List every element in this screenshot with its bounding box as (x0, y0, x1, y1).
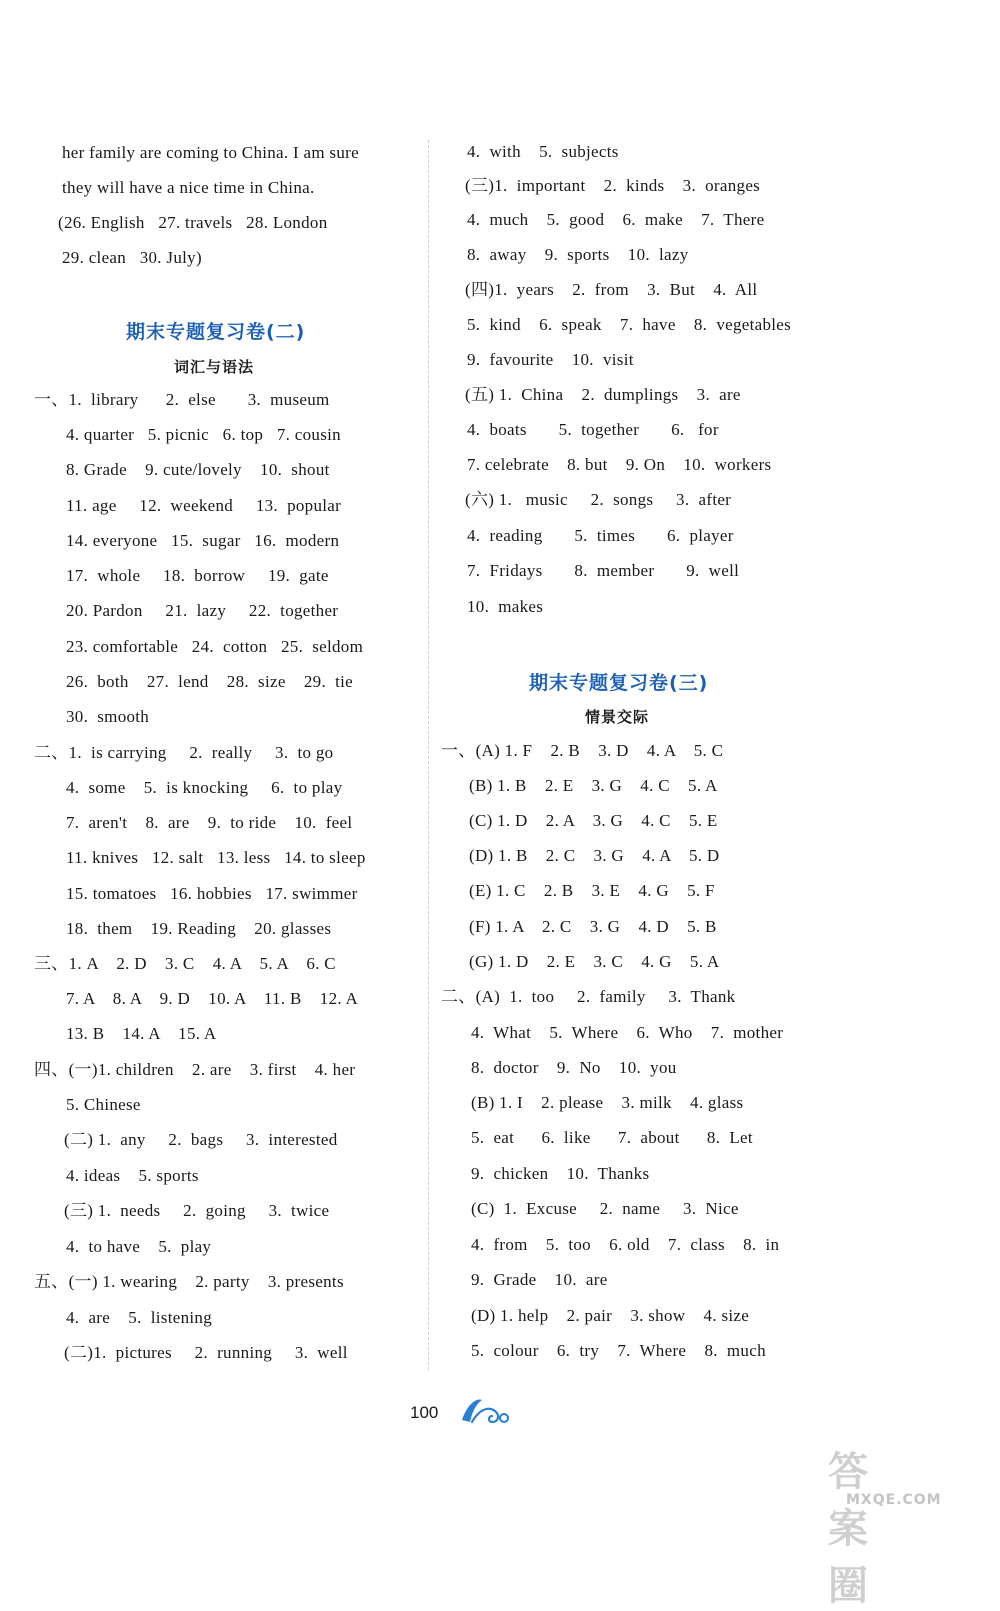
answer-line: 5. eat 6. like 7. about 8. Let (471, 1128, 753, 1147)
watermark-logo-icon: 答案圈 (828, 1449, 870, 1609)
answer-line: (二) 1. any 2. bags 3. interested (64, 1130, 338, 1149)
answer-line: 4. ideas 5. sports (66, 1166, 199, 1185)
answer-line: 4. from 5. too 6. old 7. class 8. in (471, 1235, 780, 1254)
answer-line: 4. with 5. subjects (467, 142, 619, 161)
answer-line: 4. reading 5. times 6. player (467, 526, 734, 545)
answer-line: (B) 1. B 2. E 3. G 4. C 5. A (469, 776, 718, 795)
section-subtitle: 词汇与语法 (174, 358, 255, 376)
answer-line: 五、(一) 1. wearing 2. party 3. presents (34, 1272, 344, 1291)
page-number: 100 (410, 1403, 439, 1422)
answer-line: they will have a nice time in China. (62, 178, 315, 197)
answer-line: (E) 1. C 2. B 3. E 4. G 5. F (469, 881, 715, 900)
answer-line: 二、(A) 1. too 2. family 3. Thank (441, 987, 736, 1006)
answer-line: 8. doctor 9. No 10. you (471, 1058, 677, 1077)
answer-line: (D) 1. B 2. C 3. G 4. A 5. D (469, 846, 720, 865)
answer-line: (二)1. pictures 2. running 3. well (64, 1343, 348, 1362)
answer-line: 14. everyone 15. sugar 16. modern (66, 531, 340, 550)
answer-line: 9. Grade 10. are (471, 1270, 608, 1289)
section-subtitle: 情景交际 (585, 708, 650, 726)
answer-line: 4. to have 5. play (66, 1237, 212, 1256)
answer-line: 5. Chinese (66, 1095, 141, 1114)
answer-line: (三)1. important 2. kinds 3. oranges (465, 176, 761, 195)
answer-line: (C) 1. D 2. A 3. G 4. C 5. E (469, 811, 718, 830)
answer-line: 7. Fridays 8. member 9. well (467, 561, 740, 580)
answer-line: 4. boats 5. together 6. for (467, 420, 719, 439)
answer-line: 4. quarter 5. picnic 6. top 7. cousin (66, 425, 341, 444)
answer-line: 5. colour 6. try 7. Where 8. much (471, 1341, 766, 1360)
answer-line: 13. B 14. A 15. A (66, 1024, 217, 1043)
answer-line: 29. clean 30. July) (62, 248, 202, 267)
answer-line: (五) 1. China 2. dumplings 3. are (465, 385, 741, 404)
answer-line: (C) 1. Excuse 2. name 3. Nice (471, 1199, 739, 1218)
section-title: 期末专题复习卷(二) (126, 321, 306, 343)
swirl-leaf-icon (458, 1396, 514, 1431)
answer-line: 18. them 19. Reading 20. glasses (66, 919, 332, 938)
answer-line: 9. favourite 10. visit (467, 350, 634, 369)
answer-line: (四)1. years 2. from 3. But 4. All (465, 280, 758, 299)
answer-line: 4. some 5. is knocking 6. to play (66, 778, 343, 797)
section-title: 期末专题复习卷(三) (529, 672, 709, 694)
answer-line: 一、(A) 1. F 2. B 3. D 4. A 5. C (441, 741, 724, 760)
answer-line: (26. English 27. travels 28. London (58, 213, 328, 232)
answer-line: 7. aren't 8. are 9. to ride 10. feel (66, 813, 353, 832)
answer-line: 8. Grade 9. cute/lovely 10. shout (66, 460, 330, 479)
answer-line: 11. age 12. weekend 13. popular (66, 496, 342, 515)
answer-line: 23. comfortable 24. cotton 25. seldom (66, 637, 364, 656)
answer-line: 二、1. is carrying 2. really 3. to go (34, 743, 334, 762)
watermark-url: MXQE.COM (846, 1492, 942, 1508)
answer-line: (G) 1. D 2. E 3. C 4. G 5. A (469, 952, 720, 971)
answer-line: 三、1. A 2. D 3. C 4. A 5. A 6. C (34, 954, 336, 973)
answer-line: 5. kind 6. speak 7. have 8. vegetables (467, 315, 792, 334)
answer-line: 8. away 9. sports 10. lazy (467, 245, 689, 264)
answer-line: 7. celebrate 8. but 9. On 10. workers (467, 455, 772, 474)
answer-line: 17. whole 18. borrow 19. gate (66, 566, 329, 585)
column-divider (428, 140, 429, 1370)
answer-line: 10. makes (467, 597, 544, 616)
answer-line: (六) 1. music 2. songs 3. after (465, 490, 732, 509)
answer-line: 4. are 5. listening (66, 1308, 213, 1327)
answer-line: 15. tomatoes 16. hobbies 17. swimmer (66, 884, 358, 903)
answer-line: 30. smooth (66, 707, 150, 726)
answer-line: 7. A 8. A 9. D 10. A 11. B 12. A (66, 989, 359, 1008)
answer-line: 9. chicken 10. Thanks (471, 1164, 650, 1183)
answer-line: 4. What 5. Where 6. Who 7. mother (471, 1023, 784, 1042)
answer-line: 一、1. library 2. else 3. museum (34, 390, 330, 409)
answer-line: her family are coming to China. I am sure (62, 143, 359, 162)
answer-line: (F) 1. A 2. C 3. G 4. D 5. B (469, 917, 717, 936)
answer-line: (三) 1. needs 2. going 3. twice (64, 1201, 330, 1220)
answer-line: 四、(一)1. children 2. are 3. first 4. her (34, 1060, 356, 1079)
answer-line: 11. knives 12. salt 13. less 14. to sleep (66, 848, 366, 867)
answer-line: (D) 1. help 2. pair 3. show 4. size (471, 1306, 750, 1325)
answer-line: (B) 1. I 2. please 3. milk 4. glass (471, 1093, 744, 1112)
answer-line: 20. Pardon 21. lazy 22. together (66, 601, 339, 620)
answer-line: 26. both 27. lend 28. size 29. tie (66, 672, 354, 691)
answer-line: 4. much 5. good 6. make 7. There (467, 210, 765, 229)
